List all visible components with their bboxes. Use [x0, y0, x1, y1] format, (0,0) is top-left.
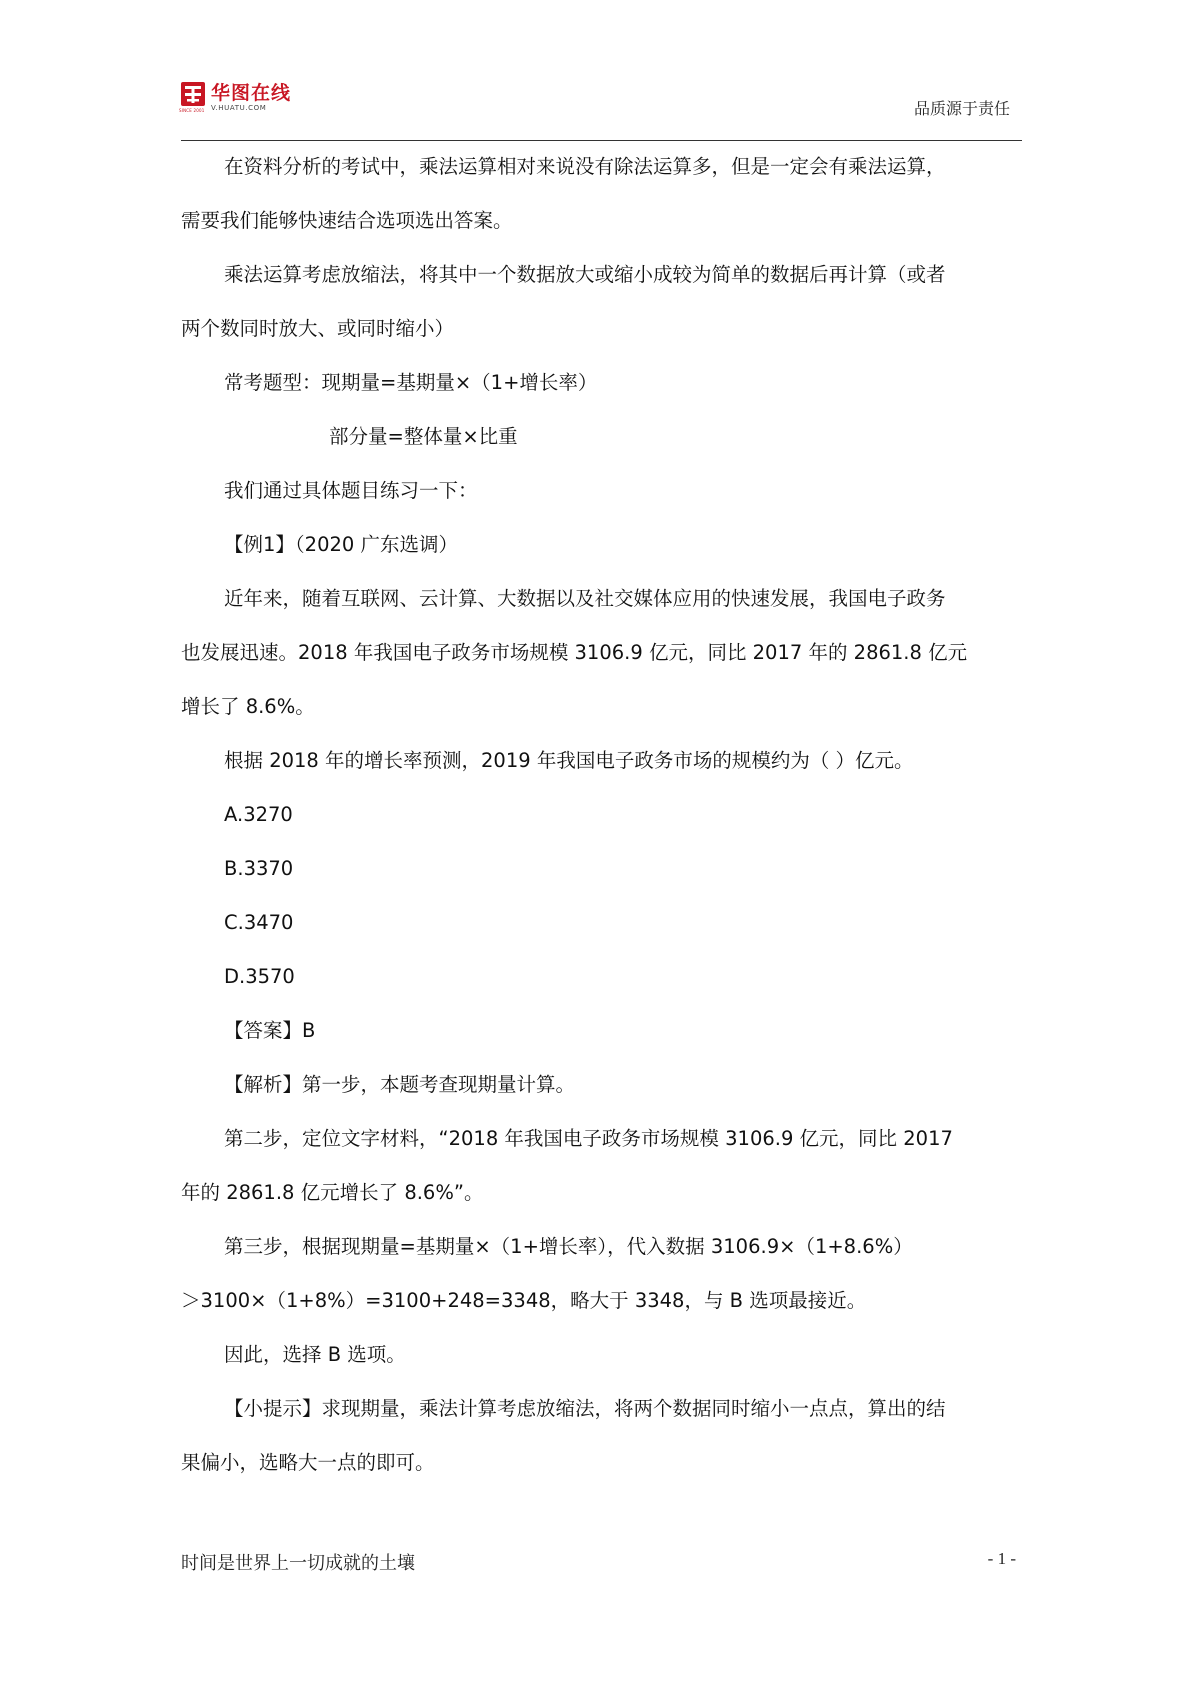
paragraph: 年的 2861.8 亿元增长了 8.6%”。 — [181, 1181, 484, 1204]
paragraph: 第二步，定位文字材料，“2018 年我国电子政务市场规模 3106.9 亿元，同比 2017 — [224, 1127, 953, 1150]
paragraph: 果偏小，选略大一点的即可。 — [181, 1451, 435, 1474]
paragraph: 乘法运算考虑放缩法，将其中一个数据放大或缩小成较为简单的数据后再计算（或者 — [224, 263, 946, 286]
paragraph: 两个数同时放大、或同时缩小） — [181, 317, 455, 340]
paragraph: 【例1】（2020 广东选调） — [224, 533, 458, 556]
paragraph: A.3270 — [224, 803, 293, 826]
document-body — [181, 140, 1007, 1490]
footer-motto: 时间是世界上一切成就的土壤 — [181, 1553, 415, 1574]
paragraph: 因此，选择 B 选项。 — [224, 1343, 406, 1366]
paragraph: C.3470 — [224, 911, 294, 934]
paragraph: 也发展迅速。2018 年我国电子政务市场规模 3106.9 亿元，同比 2017 年的 2861.8 亿元 — [181, 641, 968, 664]
paragraph: ＞3100×（1+8%）=3100+248=3348，略大于 3348，与 B 选项最接近。 — [181, 1289, 867, 1312]
page-header — [181, 82, 1022, 141]
paragraph: 在资料分析的考试中，乘法运算相对来说没有除法运算多，但是一定会有乘法运算， — [224, 155, 946, 178]
paragraph: 我们通过具体题目练习一下： — [224, 479, 478, 502]
paragraph: D.3570 — [224, 965, 295, 988]
paragraph: 【答案】B — [224, 1019, 316, 1042]
paragraph: 常考题型：现期量=基期量×（1+增长率） — [224, 371, 598, 394]
paragraph: B.3370 — [224, 857, 294, 880]
huatu-logo-icon — [179, 82, 205, 113]
paragraph: 部分量=整体量×比重 — [329, 425, 518, 448]
header-slogan: 品质源于责任 — [913, 99, 1010, 118]
paragraph: 增长了 8.6%。 — [181, 695, 315, 718]
paragraph: 需要我们能够快速结合选项选出答案。 — [181, 209, 513, 232]
logo-name: 华图在线 — [211, 82, 292, 104]
paragraph: 【解析】第一步，本题考查现期量计算。 — [224, 1073, 576, 1096]
paragraph: 【小提示】求现期量，乘法计算考虑放缩法，将两个数据同时缩小一点点，算出的结 — [224, 1397, 946, 1420]
paragraph: 第三步，根据现期量=基期量×（1+增长率），代入数据 3106.9×（1+8.6%） — [224, 1235, 913, 1258]
paragraph: 根据 2018 年的增长率预测，2019 年我国电子政务市场的规模约为（ ）亿元。 — [224, 749, 914, 772]
page-footer — [181, 1549, 1022, 1579]
logo-since: SINCE 2001 — [179, 108, 205, 113]
logo-url: V.HUATU.COM — [211, 104, 267, 112]
paragraph: 近年来，随着互联网、云计算、大数据以及社交媒体应用的快速发展，我国电子政务 — [224, 587, 946, 610]
brand-logo — [181, 82, 291, 113]
page-number: - 1 - — [987, 1549, 1016, 1568]
